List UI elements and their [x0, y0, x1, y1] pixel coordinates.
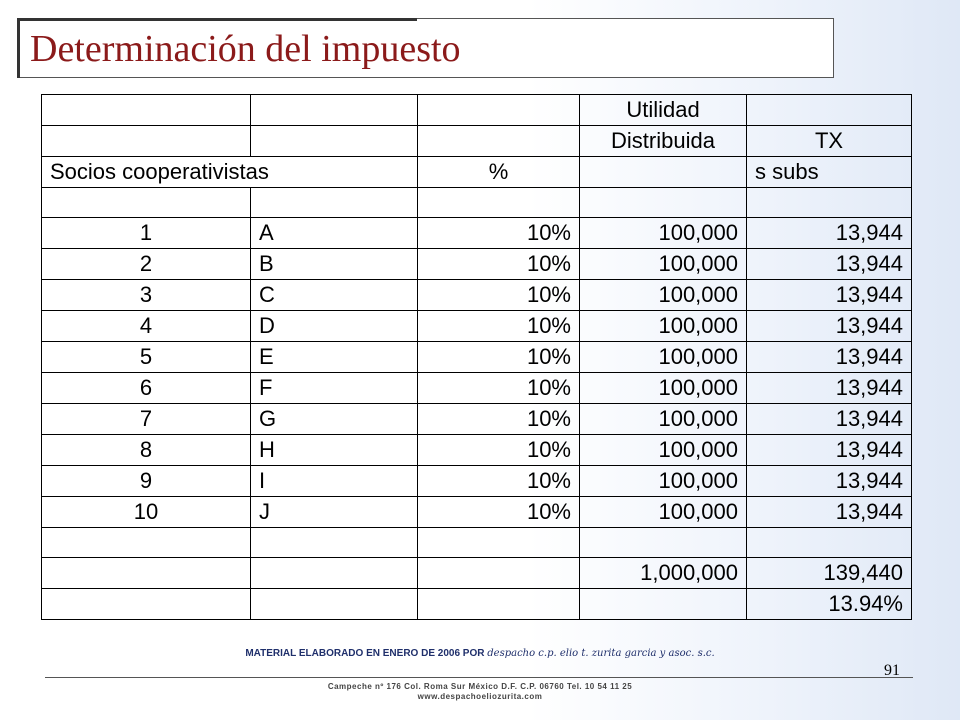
socio-letter: E — [251, 342, 418, 373]
table-row — [42, 373, 912, 404]
socio-letter: D — [251, 311, 418, 342]
socio-letter: G — [251, 404, 418, 435]
socio-tx: 13,944 — [747, 311, 912, 342]
cell — [418, 558, 580, 589]
table-row — [42, 311, 912, 342]
cell — [580, 157, 747, 188]
socio-tx: 13,944 — [747, 280, 912, 311]
cell — [251, 126, 418, 157]
blank-row — [42, 528, 912, 558]
socio-tx: 13,944 — [747, 218, 912, 249]
socio-distribuida: 100,000 — [580, 373, 747, 404]
socio-letter: I — [251, 466, 418, 497]
footer-credit — [0, 648, 960, 659]
cell — [747, 528, 912, 558]
socio-number: 1 — [42, 218, 251, 249]
socio-tx: 13,944 — [747, 466, 912, 497]
socio-letter: A — [251, 218, 418, 249]
socio-distribuida: 100,000 — [580, 404, 747, 435]
cell — [42, 589, 251, 620]
totals-row — [42, 558, 912, 589]
footer-website: www.despachoeliozurita.com — [417, 692, 543, 701]
table-row — [42, 342, 912, 373]
socio-percent: 10% — [418, 280, 580, 311]
cell — [747, 188, 912, 218]
cell — [42, 126, 251, 157]
socio-tx: 13,944 — [747, 342, 912, 373]
socio-number: 10 — [42, 497, 251, 528]
socio-number: 2 — [42, 249, 251, 280]
socio-tx: 13,944 — [747, 497, 912, 528]
socio-number: 4 — [42, 311, 251, 342]
socio-percent: 10% — [418, 466, 580, 497]
socio-tx: 13,944 — [747, 435, 912, 466]
spacer-row — [42, 188, 912, 218]
socio-number: 8 — [42, 435, 251, 466]
cell — [42, 188, 251, 218]
header-row-3 — [42, 157, 912, 188]
socio-number: 7 — [42, 404, 251, 435]
socio-letter: B — [251, 249, 418, 280]
socio-number: 9 — [42, 466, 251, 497]
socio-percent: 10% — [418, 249, 580, 280]
socio-percent: 10% — [418, 435, 580, 466]
cell — [747, 95, 912, 126]
header-tx: TX — [747, 126, 912, 157]
socio-percent: 10% — [418, 342, 580, 373]
table-row — [42, 435, 912, 466]
cell — [251, 528, 418, 558]
cell — [580, 188, 747, 218]
header-percent: % — [418, 157, 580, 188]
table-row — [42, 218, 912, 249]
socio-distribuida: 100,000 — [580, 311, 747, 342]
socio-tx: 13,944 — [747, 373, 912, 404]
cell — [418, 95, 580, 126]
title-box — [17, 18, 834, 78]
total-distribuida: 1,000,000 — [580, 558, 747, 589]
header-s-subs: s subs — [747, 157, 912, 188]
cell — [418, 589, 580, 620]
cell — [251, 188, 418, 218]
socio-letter: H — [251, 435, 418, 466]
socio-distribuida: 100,000 — [580, 280, 747, 311]
cell — [251, 558, 418, 589]
tx-rate: 13.94% — [747, 589, 912, 620]
footer-divider — [45, 677, 913, 678]
cell — [42, 528, 251, 558]
header-distribuida: Distribuida — [580, 126, 747, 157]
page-number: 91 — [884, 662, 900, 679]
cell — [418, 188, 580, 218]
socio-distribuida: 100,000 — [580, 435, 747, 466]
header-row-2 — [42, 126, 912, 157]
table-row — [42, 404, 912, 435]
socio-letter: C — [251, 280, 418, 311]
cell — [42, 95, 251, 126]
socio-distribuida: 100,000 — [580, 218, 747, 249]
socio-percent: 10% — [418, 311, 580, 342]
socio-percent: 10% — [418, 373, 580, 404]
footer-material-author: despacho c.p. elio t. zurita garcia y asoc. s.c. — [487, 648, 715, 659]
socio-distribuida: 100,000 — [580, 342, 747, 373]
rate-row — [42, 589, 912, 620]
socio-number: 6 — [42, 373, 251, 404]
socio-percent: 10% — [418, 497, 580, 528]
socio-number: 5 — [42, 342, 251, 373]
socio-distribuida: 100,000 — [580, 249, 747, 280]
footer-address: Campeche nº 176 Col. Roma Sur México D.F. C.P. 06760 Tel. 10 54 11 25 — [327, 682, 633, 691]
header-socios: Socios cooperativistas — [42, 157, 418, 188]
socio-letter: J — [251, 497, 418, 528]
socio-tx: 13,944 — [747, 249, 912, 280]
cell — [42, 558, 251, 589]
header-row-1 — [42, 95, 912, 126]
socio-distribuida: 100,000 — [580, 497, 747, 528]
table-row — [42, 466, 912, 497]
total-tx: 139,440 — [747, 558, 912, 589]
socio-percent: 10% — [418, 404, 580, 435]
header-utilidad: Utilidad — [580, 95, 747, 126]
socio-percent: 10% — [418, 218, 580, 249]
cell — [418, 528, 580, 558]
cell — [580, 589, 747, 620]
tax-table — [41, 94, 912, 620]
cell — [418, 126, 580, 157]
cell — [251, 589, 418, 620]
page-title: Determinación del impuesto — [30, 28, 461, 70]
table-row — [42, 280, 912, 311]
socio-distribuida: 100,000 — [580, 466, 747, 497]
footer-material-prefix: MATERIAL ELABORADO EN ENERO DE 2006 POR — [245, 648, 485, 659]
socio-tx: 13,944 — [747, 404, 912, 435]
socio-letter: F — [251, 373, 418, 404]
socio-number: 3 — [42, 280, 251, 311]
cell — [251, 95, 418, 126]
cell — [580, 528, 747, 558]
table-row — [42, 497, 912, 528]
table-row — [42, 249, 912, 280]
